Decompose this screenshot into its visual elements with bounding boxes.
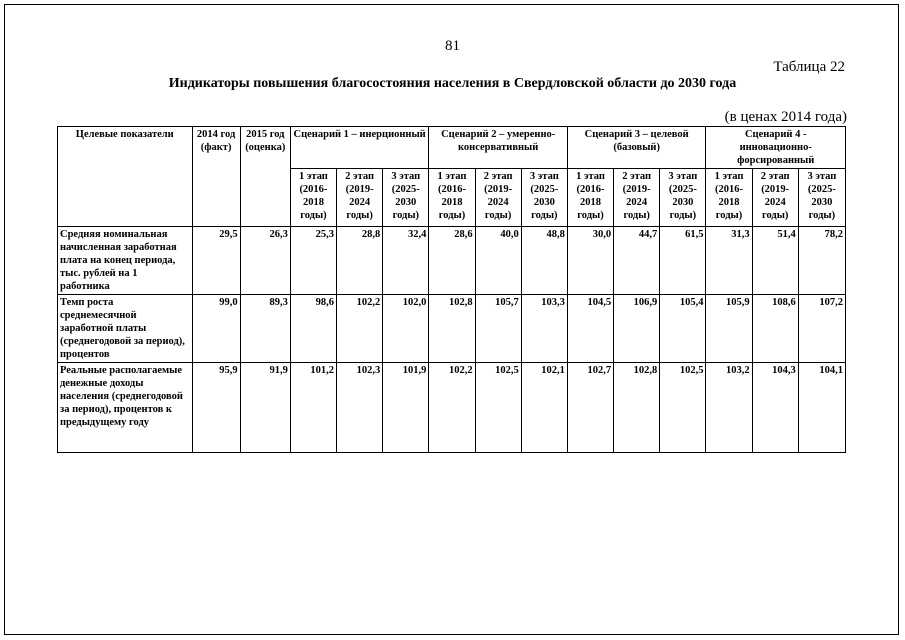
cell-s1-stage-1: 101,2	[290, 363, 336, 453]
cell-s3-stage-1: 30,0	[567, 227, 613, 295]
cell-s3-stage-3: 102,5	[660, 363, 706, 453]
cell-s2-stage-3: 103,3	[521, 295, 567, 363]
cell-s1-stage-1: 98,6	[290, 295, 336, 363]
header-s2-stage-1: 1 этап (2016-2018 годы)	[429, 169, 475, 227]
header-2014: 2014 год (факт)	[192, 127, 240, 227]
page-number: 81	[445, 38, 460, 54]
header-s2-stage-3: 3 этап (2025-2030 годы)	[521, 169, 567, 227]
cell-s2-stage-2: 40,0	[475, 227, 521, 295]
cell-s4-stage-3: 107,2	[798, 295, 845, 363]
cell-s3-stage-2: 106,9	[614, 295, 660, 363]
header-s1-stage-2: 2 этап (2019-2024 годы)	[337, 169, 383, 227]
cell-s3-stage-2: 44,7	[614, 227, 660, 295]
cell-s4-stage-2: 108,6	[752, 295, 798, 363]
row-label: Средняя номинальная начисленная заработная плата на конец периода, тыс. рублей на 1 работника	[58, 227, 193, 295]
cell-s3-stage-1: 104,5	[567, 295, 613, 363]
cell-s4-stage-1: 31,3	[706, 227, 752, 295]
cell-2015: 91,9	[240, 363, 290, 453]
cell-s2-stage-3: 102,1	[521, 363, 567, 453]
cell-s2-stage-1: 102,8	[429, 295, 475, 363]
header-s4-stage-2: 2 этап (2019-2024 годы)	[752, 169, 798, 227]
header-scenario-2: Сценарий 2 – умеренно-консервативный	[429, 127, 568, 169]
row-label: Реальные располагаемые денежные доходы населения (среднегодовой за период), процентов к предыдущему году	[58, 363, 193, 453]
cell-s4-stage-2: 51,4	[752, 227, 798, 295]
table-row	[58, 363, 846, 453]
header-s4-stage-1: 1 этап (2016-2018 годы)	[706, 169, 752, 227]
cell-s4-stage-2: 104,3	[752, 363, 798, 453]
cell-s2-stage-2: 102,5	[475, 363, 521, 453]
cell-2015: 89,3	[240, 295, 290, 363]
indicators-table	[57, 126, 846, 453]
cell-s3-stage-3: 61,5	[660, 227, 706, 295]
header-indicators: Целевые показатели	[58, 127, 193, 227]
cell-s4-stage-1: 105,9	[706, 295, 752, 363]
table-row	[58, 227, 846, 295]
cell-2014: 29,5	[192, 227, 240, 295]
table-row	[58, 295, 846, 363]
header-scenario-1: Сценарий 1 – инерционный	[290, 127, 429, 169]
cell-2015: 26,3	[240, 227, 290, 295]
cell-s2-stage-1: 102,2	[429, 363, 475, 453]
price-note: (в ценах 2014 года)	[724, 109, 847, 125]
cell-s1-stage-3: 101,9	[383, 363, 429, 453]
cell-s1-stage-2: 102,2	[337, 295, 383, 363]
header-s1-stage-3: 3 этап (2025-2030 годы)	[383, 169, 429, 227]
row-label: Темп роста среднемесячной заработной платы (среднегодовой за период), процентов	[58, 295, 193, 363]
header-s2-stage-2: 2 этап (2019-2024 годы)	[475, 169, 521, 227]
cell-s1-stage-3: 102,0	[383, 295, 429, 363]
cell-s3-stage-2: 102,8	[614, 363, 660, 453]
cell-2014: 99,0	[192, 295, 240, 363]
header-scenario-4: Сценарий 4 - инновационно-форсированный	[706, 127, 846, 169]
cell-s4-stage-3: 104,1	[798, 363, 845, 453]
header-s4-stage-3: 3 этап (2025-2030 годы)	[798, 169, 845, 227]
cell-s4-stage-3: 78,2	[798, 227, 845, 295]
cell-s3-stage-3: 105,4	[660, 295, 706, 363]
header-2015: 2015 год (оценка)	[240, 127, 290, 227]
header-s1-stage-1: 1 этап (2016-2018 годы)	[290, 169, 336, 227]
cell-2014: 95,9	[192, 363, 240, 453]
cell-s2-stage-1: 28,6	[429, 227, 475, 295]
header-s3-stage-1: 1 этап (2016-2018 годы)	[567, 169, 613, 227]
cell-s1-stage-1: 25,3	[290, 227, 336, 295]
cell-s4-stage-1: 103,2	[706, 363, 752, 453]
table-label: Таблица 22	[773, 59, 845, 75]
cell-s1-stage-3: 32,4	[383, 227, 429, 295]
cell-s1-stage-2: 28,8	[337, 227, 383, 295]
document-title: Индикаторы повышения благосостояния населения в Свердловской области до 2030 года	[168, 76, 737, 91]
cell-s1-stage-2: 102,3	[337, 363, 383, 453]
cell-s2-stage-3: 48,8	[521, 227, 567, 295]
cell-s3-stage-1: 102,7	[567, 363, 613, 453]
cell-s2-stage-2: 105,7	[475, 295, 521, 363]
header-s3-stage-3: 3 этап (2025-2030 годы)	[660, 169, 706, 227]
header-s3-stage-2: 2 этап (2019-2024 годы)	[614, 169, 660, 227]
header-scenario-3: Сценарий 3 – целевой (базовый)	[567, 127, 706, 169]
